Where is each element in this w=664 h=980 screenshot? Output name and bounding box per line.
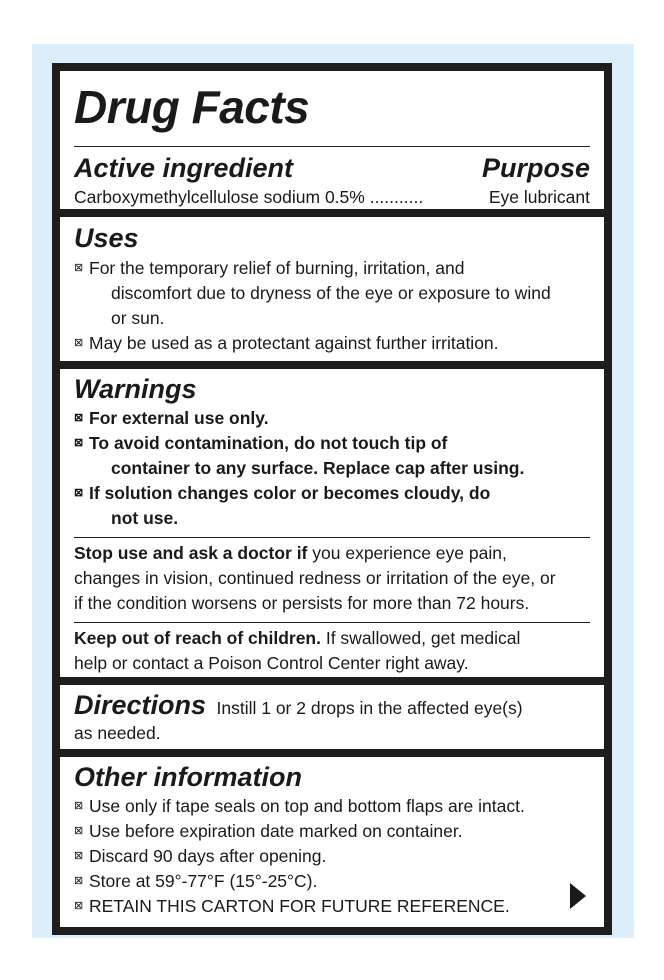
other-info-box xyxy=(60,757,604,927)
page-title: Drug Facts xyxy=(74,81,310,133)
purpose-heading: Purpose xyxy=(481,153,590,183)
keep-out-paragraph: Keep out of reach of children. If swallowed, get medical help or contact a Poison Control Center right away. xyxy=(74,628,521,673)
checkbox-bullet-icon: ⊠ xyxy=(74,875,84,887)
drug-facts-label xyxy=(52,63,612,935)
warnings-box xyxy=(60,369,604,677)
ingredient-purpose: Eye lubricant xyxy=(488,187,590,207)
title-divider xyxy=(74,146,590,147)
checkbox-bullet-icon: ⊠ xyxy=(74,262,84,274)
list-item: ⊠ Discard 90 days after opening. xyxy=(74,844,590,869)
warnings-list xyxy=(74,406,590,531)
checkbox-bullet-icon: ⊠ xyxy=(74,800,84,812)
warnings-heading: Warnings xyxy=(74,374,197,404)
list-item: ⊠ May be used as a protectant against further irritation. xyxy=(74,331,590,356)
ingredient-row xyxy=(74,185,590,210)
checkbox-bullet-icon: ⊠ xyxy=(74,850,84,862)
list-item: ⊠ Use before expiration date marked on container. xyxy=(74,819,590,844)
warnings-divider xyxy=(74,537,590,538)
checkbox-bullet-icon: ⊠ xyxy=(74,337,84,349)
uses-box xyxy=(60,217,604,361)
other-info-list xyxy=(74,794,590,919)
uses-list xyxy=(74,256,590,356)
triangle-right-icon[interactable] xyxy=(570,883,586,909)
directions-text: Instill 1 or 2 drops in the affected eye(s) xyxy=(216,698,523,718)
directions-box xyxy=(60,685,604,749)
list-item: ⊠ For the temporary relief of burning, irritation, and discomfort due to dryness of the eye or exposure to wind or sun. xyxy=(74,258,551,328)
other-info-heading: Other information xyxy=(74,762,302,792)
list-item: ⊠ Use only if tape seals on top and bottom flaps are intact. xyxy=(74,794,590,819)
stop-use-paragraph: Stop use and ask a doctor if you experience eye pain, changes in vision, continued redness or irritation of the eye, or if the condition worsens or persists for more than 72 hours. xyxy=(74,543,556,613)
checkbox-bullet-icon: ⊠ xyxy=(74,437,84,449)
list-item: ⊠ Store at 59°-77°F (15°-25°C). xyxy=(74,869,590,894)
active-ingredient-heading: Active ingredient xyxy=(74,153,294,183)
checkbox-bullet-icon: ⊠ xyxy=(74,900,84,912)
list-item: ⊠ For external use only. xyxy=(74,406,590,431)
uses-heading: Uses xyxy=(74,223,139,253)
checkbox-bullet-icon: ⊠ xyxy=(74,412,84,424)
list-item: ⊠ If solution changes color or becomes cloudy, do not use. xyxy=(74,483,491,528)
directions-text-cont: as needed. xyxy=(74,723,161,743)
list-item: ⊠ To avoid contamination, do not touch tip of container to any surface. Replace cap after using. xyxy=(74,433,525,478)
stop-use-divider xyxy=(74,622,590,623)
active-ingredient-box xyxy=(60,71,604,209)
directions-line xyxy=(74,692,590,721)
list-item: ⊠ RETAIN THIS CARTON FOR FUTURE REFERENCE. xyxy=(74,894,590,919)
ingredient-name: Carboxymethylcellulose sodium 0.5% ........... xyxy=(74,187,424,207)
checkbox-bullet-icon: ⊠ xyxy=(74,825,84,837)
checkbox-bullet-icon: ⊠ xyxy=(74,487,84,499)
active-heading-row xyxy=(74,155,590,182)
directions-heading: Directions xyxy=(74,690,207,720)
